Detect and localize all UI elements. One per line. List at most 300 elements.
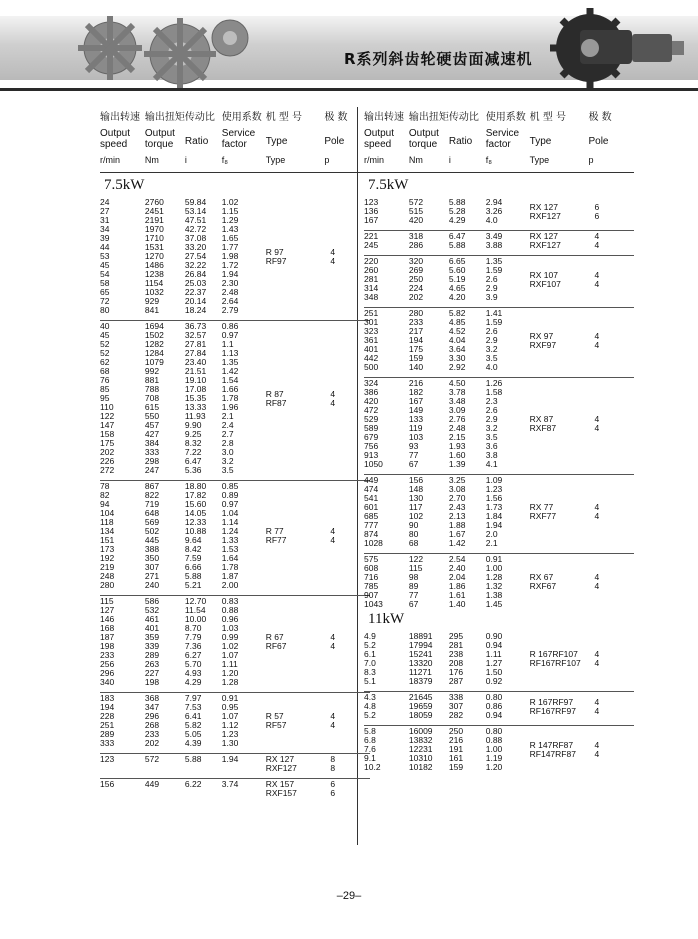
table-row — [100, 780, 370, 798]
speed-value: 5.2 — [364, 710, 376, 720]
power-rating: 7.5kW — [368, 177, 409, 193]
speed-value: 194 — [100, 702, 115, 712]
torque-value: 103 — [408, 432, 424, 442]
service-factor-value: 0.91 — [485, 554, 503, 564]
speed-value: 777 — [364, 520, 379, 530]
ratio-value: 1.88 — [448, 520, 466, 530]
torque-value: 67 — [408, 459, 419, 469]
ratio-value: 7.36 — [184, 641, 202, 651]
pole-value: 4 — [594, 278, 600, 289]
ratio-value: 15.35 — [184, 393, 207, 403]
service-factor-value: 3.2 — [485, 344, 498, 354]
ratio-value: 1.42 — [448, 538, 466, 548]
service-factor-value: 2.6 — [485, 274, 498, 284]
pole-cell — [588, 476, 634, 548]
torque-cell — [409, 379, 449, 469]
speed-value: 7.6 — [364, 744, 376, 754]
header-row-units — [100, 155, 370, 172]
header-row-cn — [364, 108, 634, 128]
model-type: R 77 — [265, 526, 284, 536]
speed-value: 10.2 — [364, 762, 381, 772]
speed-cell — [100, 755, 145, 773]
ratio-value: 3.48 — [448, 396, 466, 406]
torque-value: 271 — [144, 571, 160, 581]
pole-value: 4 — [594, 240, 600, 250]
ratio-value: 32.57 — [184, 330, 207, 340]
speed-value: 44 — [100, 242, 110, 252]
pole-value: 4 — [594, 330, 600, 341]
ratio-value: 12.33 — [184, 517, 207, 527]
service-factor-value: 1.04 — [221, 508, 239, 518]
model-type: RXF87 — [529, 423, 557, 433]
type-cell — [530, 693, 589, 720]
pole-cell — [588, 196, 634, 225]
type-cell — [530, 232, 589, 250]
service-factor-value: 1.98 — [221, 251, 239, 261]
table-row — [100, 196, 370, 315]
gear-illustration — [70, 8, 260, 88]
service-factor-value: 0.86 — [221, 321, 239, 331]
ratio-value: 4.29 — [448, 215, 466, 225]
service-factor-value: 1.33 — [221, 535, 239, 545]
model-type: RF87 — [265, 397, 287, 408]
speed-cell — [364, 379, 409, 469]
torque-value: 457 — [144, 420, 160, 430]
service-factor-value: 1.59 — [485, 265, 503, 275]
table-row — [100, 755, 370, 773]
speed-value: 220 — [364, 256, 379, 266]
ratio-value: 12.70 — [184, 596, 207, 606]
service-factor-value: 0.97 — [221, 330, 239, 340]
sf-cell — [486, 309, 530, 372]
service-factor-value: 1.19 — [485, 753, 503, 763]
ratio-cell — [185, 780, 222, 798]
service-factor-value: 1.50 — [485, 667, 503, 677]
ratio-value: 2.76 — [448, 414, 466, 424]
pole-value: 4 — [594, 572, 600, 582]
speed-cell — [100, 694, 145, 748]
torque-value: 130 — [408, 493, 424, 503]
torque-value: 117 — [408, 502, 423, 512]
speed-value: 134 — [100, 526, 115, 536]
col-pole-cn: 极 数 — [324, 112, 348, 123]
speed-value: 147 — [100, 420, 115, 430]
sf-cell — [222, 755, 266, 773]
left-column — [100, 108, 370, 798]
ratio-value: 3.78 — [448, 387, 466, 397]
pole-value: 4 — [330, 397, 336, 408]
torque-value: 569 — [144, 517, 160, 527]
service-factor-value: 3.5 — [485, 353, 498, 363]
speed-value: 348 — [364, 292, 379, 302]
pole-value: 4 — [330, 535, 336, 545]
speed-value: 296 — [100, 668, 115, 678]
model-type: RX 67 — [529, 572, 554, 582]
torque-value: 102 — [408, 511, 424, 521]
ratio-value: 4.85 — [448, 317, 466, 327]
speed-value: 260 — [364, 265, 379, 275]
speed-value: 589 — [364, 423, 379, 433]
ratio-value: 7.53 — [184, 702, 202, 712]
speed-value: 115 — [100, 596, 114, 606]
torque-value: 347 — [144, 702, 160, 712]
service-factor-value: 1.41 — [485, 308, 503, 318]
model-type: RXF127 — [529, 240, 561, 250]
torque-value: 1270 — [144, 251, 164, 261]
speed-value: 280 — [100, 580, 115, 590]
speed-cell — [100, 780, 145, 798]
sf-cell — [222, 322, 266, 475]
ratio-value: 6.47 — [448, 231, 466, 241]
speed-value: 442 — [364, 353, 379, 363]
torque-cell — [145, 597, 185, 687]
speed-value: 608 — [364, 563, 379, 573]
speed-value: 301 — [364, 317, 379, 327]
torque-value: 19659 — [408, 701, 433, 711]
unit-torque: Nm — [144, 155, 159, 165]
torque-value: 18059 — [408, 710, 433, 720]
service-factor-value: 1.28 — [485, 572, 503, 582]
sf-cell — [486, 476, 530, 548]
ratio-value: 1.86 — [448, 581, 466, 591]
torque-value: 461 — [144, 614, 160, 624]
torque-value: 10310 — [408, 753, 433, 763]
service-factor-value: 0.85 — [221, 481, 239, 491]
speed-value: 24 — [100, 197, 110, 207]
sf-cell — [486, 257, 530, 302]
torque-value: 198 — [144, 677, 160, 687]
torque-value: 420 — [408, 215, 424, 225]
pole-value: 8 — [330, 754, 336, 764]
speed-cell — [364, 727, 409, 772]
ratio-value: 53.14 — [184, 206, 207, 216]
col-speed-cn: 输出转速 — [364, 112, 404, 123]
ratio-cell — [449, 555, 486, 609]
pole-value: 4 — [330, 255, 336, 266]
speed-value: 233 — [100, 650, 115, 660]
torque-value: 445 — [144, 535, 160, 545]
torque-value: 2451 — [144, 206, 164, 216]
pole-value: 4 — [330, 246, 336, 257]
pole-value: 4 — [594, 414, 600, 424]
pole-value: 4 — [594, 705, 600, 716]
model-type: RX 107 — [529, 269, 558, 280]
speed-value: 333 — [100, 738, 115, 748]
pole-value: 4 — [594, 696, 600, 707]
torque-value: 13320 — [408, 658, 433, 668]
ratio-value: 1.67 — [448, 529, 466, 539]
service-factor-value: 2.64 — [221, 296, 239, 306]
torque-value: 224 — [408, 283, 424, 293]
ratio-value: 238 — [448, 649, 464, 659]
speed-value: 361 — [364, 335, 379, 345]
type-cell — [530, 379, 589, 469]
unit-sf: f₈ — [485, 155, 492, 165]
ratio-value: 208 — [448, 658, 464, 668]
speed-value: 52 — [100, 339, 110, 349]
type-cell — [530, 630, 589, 686]
service-factor-value: 1.07 — [221, 650, 239, 660]
torque-value: 449 — [144, 779, 160, 789]
ratio-value: 161 — [448, 753, 464, 763]
torque-value: 2191 — [144, 215, 164, 225]
speed-value: 52 — [100, 348, 110, 358]
speed-value: 420 — [364, 396, 379, 406]
speed-value: 228 — [100, 711, 115, 721]
service-factor-value: 2.79 — [221, 305, 239, 315]
speed-cell — [364, 555, 409, 609]
service-factor-value: 1.02 — [221, 641, 239, 651]
col-speed-cn: 输出转速 — [100, 112, 140, 123]
ratio-cell — [449, 727, 486, 772]
model-type: RF167RF107 — [529, 658, 581, 668]
pole-value: 4 — [330, 641, 336, 651]
service-factor-value: 1.77 — [221, 242, 239, 252]
service-factor-value: 3.2 — [485, 423, 498, 433]
speed-cell — [100, 597, 145, 687]
torque-value: 359 — [144, 632, 160, 642]
torque-value: 1502 — [144, 330, 164, 340]
ratio-value: 2.13 — [448, 511, 466, 521]
speed-value: 679 — [364, 432, 379, 442]
torque-cell — [409, 309, 449, 372]
torque-cell — [409, 196, 449, 225]
model-type: R 147RF87 — [529, 739, 574, 750]
ratio-cell — [185, 482, 222, 590]
service-factor-value: 1.12 — [221, 720, 239, 730]
type-cell — [266, 755, 325, 773]
ratio-value: 33.20 — [184, 242, 207, 252]
torque-value: 788 — [144, 384, 160, 394]
torque-value: 269 — [408, 265, 424, 275]
power-rating: 7.5kW — [104, 177, 145, 193]
speed-value: 756 — [364, 441, 379, 451]
torque-value: 333 — [144, 447, 160, 457]
ratio-value: 19.10 — [184, 375, 207, 385]
service-factor-value: 0.86 — [485, 701, 503, 711]
table-row — [364, 693, 634, 720]
col-sf-cn: 使用系数 — [485, 112, 526, 123]
speed-value: 156 — [100, 779, 115, 789]
speed-value: 45 — [100, 260, 110, 270]
speed-value: 472 — [364, 405, 379, 415]
service-factor-value: 0.83 — [221, 596, 239, 606]
service-factor-value: 1.54 — [221, 375, 239, 385]
service-factor-value: 2.4 — [221, 420, 234, 430]
model-type: RF147RF87 — [529, 748, 576, 759]
torque-value: 320 — [408, 256, 424, 266]
speed-value: 500 — [364, 362, 379, 372]
speed-cell — [100, 322, 145, 475]
speed-value: 248 — [100, 571, 115, 581]
speed-value: 34 — [100, 224, 110, 234]
speed-value: 39 — [100, 233, 110, 243]
speed-value: 82 — [100, 490, 110, 500]
torque-value: 339 — [144, 641, 160, 651]
ratio-value: 6.27 — [184, 650, 202, 660]
type-cell — [266, 322, 325, 475]
speed-value: 449 — [364, 475, 379, 485]
unit-sf: f₈ — [221, 155, 229, 165]
page-number: –29– — [336, 890, 362, 902]
torque-value: 615 — [144, 402, 160, 412]
service-factor-value: 1.28 — [221, 677, 239, 687]
service-factor-value: 1.45 — [485, 599, 503, 609]
service-factor-value: 0.94 — [485, 640, 503, 650]
speed-value: 5.1 — [364, 676, 376, 686]
page-header — [0, 0, 698, 92]
torque-cell — [145, 196, 185, 315]
table-row — [364, 379, 634, 469]
ratio-value: 14.05 — [184, 508, 207, 518]
service-factor-value: 4.0 — [485, 215, 498, 225]
service-factor-value: 1.11 — [485, 649, 502, 659]
torque-value: 289 — [144, 650, 160, 660]
ratio-cell — [449, 630, 486, 686]
service-factor-value: 1.53 — [221, 544, 239, 554]
speed-value: 685 — [364, 511, 379, 521]
service-factor-value: 0.97 — [221, 499, 239, 509]
model-type: RXF157 — [265, 788, 297, 798]
header-row-en — [364, 128, 634, 155]
service-factor-value: 1.96 — [221, 402, 239, 412]
ratio-value: 5.28 — [448, 206, 466, 216]
speed-value: 173 — [100, 544, 115, 554]
speed-value: 31 — [100, 215, 110, 225]
torque-value: 21645 — [408, 692, 433, 702]
service-factor-value: 1.09 — [485, 475, 503, 485]
speed-value: 65 — [100, 287, 110, 297]
speed-value: 58 — [100, 278, 110, 288]
service-factor-value: 1.38 — [485, 590, 503, 600]
pole-value: 4 — [594, 748, 600, 759]
speed-value: 256 — [100, 659, 115, 669]
model-type: RF77 — [265, 535, 287, 545]
sf-cell — [222, 597, 266, 687]
speed-cell — [100, 196, 145, 315]
ratio-value: 59.84 — [184, 197, 207, 207]
ratio-value: 11.93 — [184, 411, 206, 421]
ratio-value: 11.54 — [184, 605, 206, 615]
speed-value: 289 — [100, 729, 115, 739]
service-factor-value: 0.99 — [221, 632, 239, 642]
speed-value: 6.8 — [364, 735, 376, 745]
torque-value: 586 — [144, 596, 160, 606]
torque-cell — [145, 780, 185, 798]
ratio-value: 2.40 — [448, 563, 466, 573]
sf-cell — [222, 780, 266, 798]
speed-value: 192 — [100, 553, 115, 563]
ratio-cell — [185, 694, 222, 748]
ratio-value: 5.05 — [184, 729, 202, 739]
torque-cell — [409, 257, 449, 302]
sf-cell — [222, 196, 266, 315]
power-section-header — [100, 175, 370, 196]
col-type-cn: 机 型 号 — [265, 112, 303, 123]
service-factor-value: 1.14 — [221, 517, 239, 527]
model-type: RXF107 — [529, 278, 561, 289]
torque-value: 1282 — [144, 339, 164, 349]
ratio-value: 3.30 — [448, 353, 466, 363]
torque-value: 15241 — [408, 649, 433, 659]
ratio-value: 18.24 — [184, 305, 207, 315]
service-factor-value: 1.03 — [221, 623, 239, 633]
speed-value: 68 — [100, 366, 110, 376]
ratio-value: 1.39 — [448, 459, 466, 469]
speed-value: 78 — [100, 481, 110, 491]
header-row-en — [100, 128, 370, 155]
service-factor-value: 1.07 — [221, 711, 239, 721]
type-cell — [266, 482, 325, 590]
speed-value: 541 — [364, 493, 379, 503]
speed-value: 40 — [100, 321, 110, 331]
ratio-value: 1.60 — [448, 450, 466, 460]
speed-value: 183 — [100, 693, 115, 703]
speed-value: 1043 — [364, 599, 383, 609]
ratio-value: 5.36 — [184, 465, 202, 475]
speed-value: 251 — [364, 308, 379, 318]
torque-value: 532 — [144, 605, 160, 615]
right-table-body — [364, 175, 634, 772]
torque-cell — [145, 482, 185, 590]
ratio-value: 2.70 — [448, 493, 466, 503]
ratio-value: 5.88 — [448, 197, 466, 207]
ratio-value: 5.60 — [448, 265, 466, 275]
model-type: RXF127 — [529, 210, 561, 221]
ratio-value: 282 — [448, 710, 464, 720]
speed-value: 27 — [100, 206, 110, 216]
ratio-value: 23.40 — [184, 357, 207, 367]
ratio-value: 3.64 — [448, 344, 466, 354]
model-type: RX 77 — [529, 502, 554, 512]
speed-cell — [364, 693, 409, 720]
speed-value: 62 — [100, 357, 110, 367]
header-rule — [0, 88, 698, 91]
pole-cell — [588, 379, 634, 469]
speed-value: 104 — [100, 508, 115, 518]
ratio-cell — [449, 309, 486, 372]
ratio-value: 25.03 — [184, 278, 207, 288]
speed-value: 85 — [100, 384, 110, 394]
speed-value: 122 — [100, 411, 115, 421]
torque-value: 119 — [408, 423, 423, 433]
torque-cell — [409, 476, 449, 548]
speed-value: 198 — [100, 641, 115, 651]
torque-value: 17994 — [408, 640, 433, 650]
ratio-value: 2.92 — [448, 362, 466, 372]
ratio-value: 37.08 — [184, 233, 207, 243]
sf-cell — [222, 482, 266, 590]
model-type: RX 127 — [529, 231, 558, 241]
pole-value: 4 — [594, 511, 600, 521]
service-factor-value: 1.58 — [485, 387, 503, 397]
service-factor-value: 0.88 — [485, 735, 503, 745]
service-factor-value: 0.95 — [221, 702, 239, 712]
torque-value: 2760 — [144, 197, 164, 207]
pole-value: 4 — [594, 658, 600, 668]
ratio-value: 17.08 — [184, 384, 207, 394]
service-factor-value: 1.26 — [485, 378, 503, 388]
model-type: R 167RF107 — [529, 649, 578, 659]
speed-value: 54 — [100, 269, 110, 279]
sf-cell — [486, 196, 530, 225]
ratio-value: 3.08 — [448, 484, 466, 494]
ratio-value: 26.84 — [184, 269, 207, 279]
speed-value: 5.2 — [364, 640, 376, 650]
speed-value: 716 — [364, 572, 379, 582]
torque-cell — [409, 555, 449, 609]
power-rating: 11kW — [368, 611, 405, 627]
